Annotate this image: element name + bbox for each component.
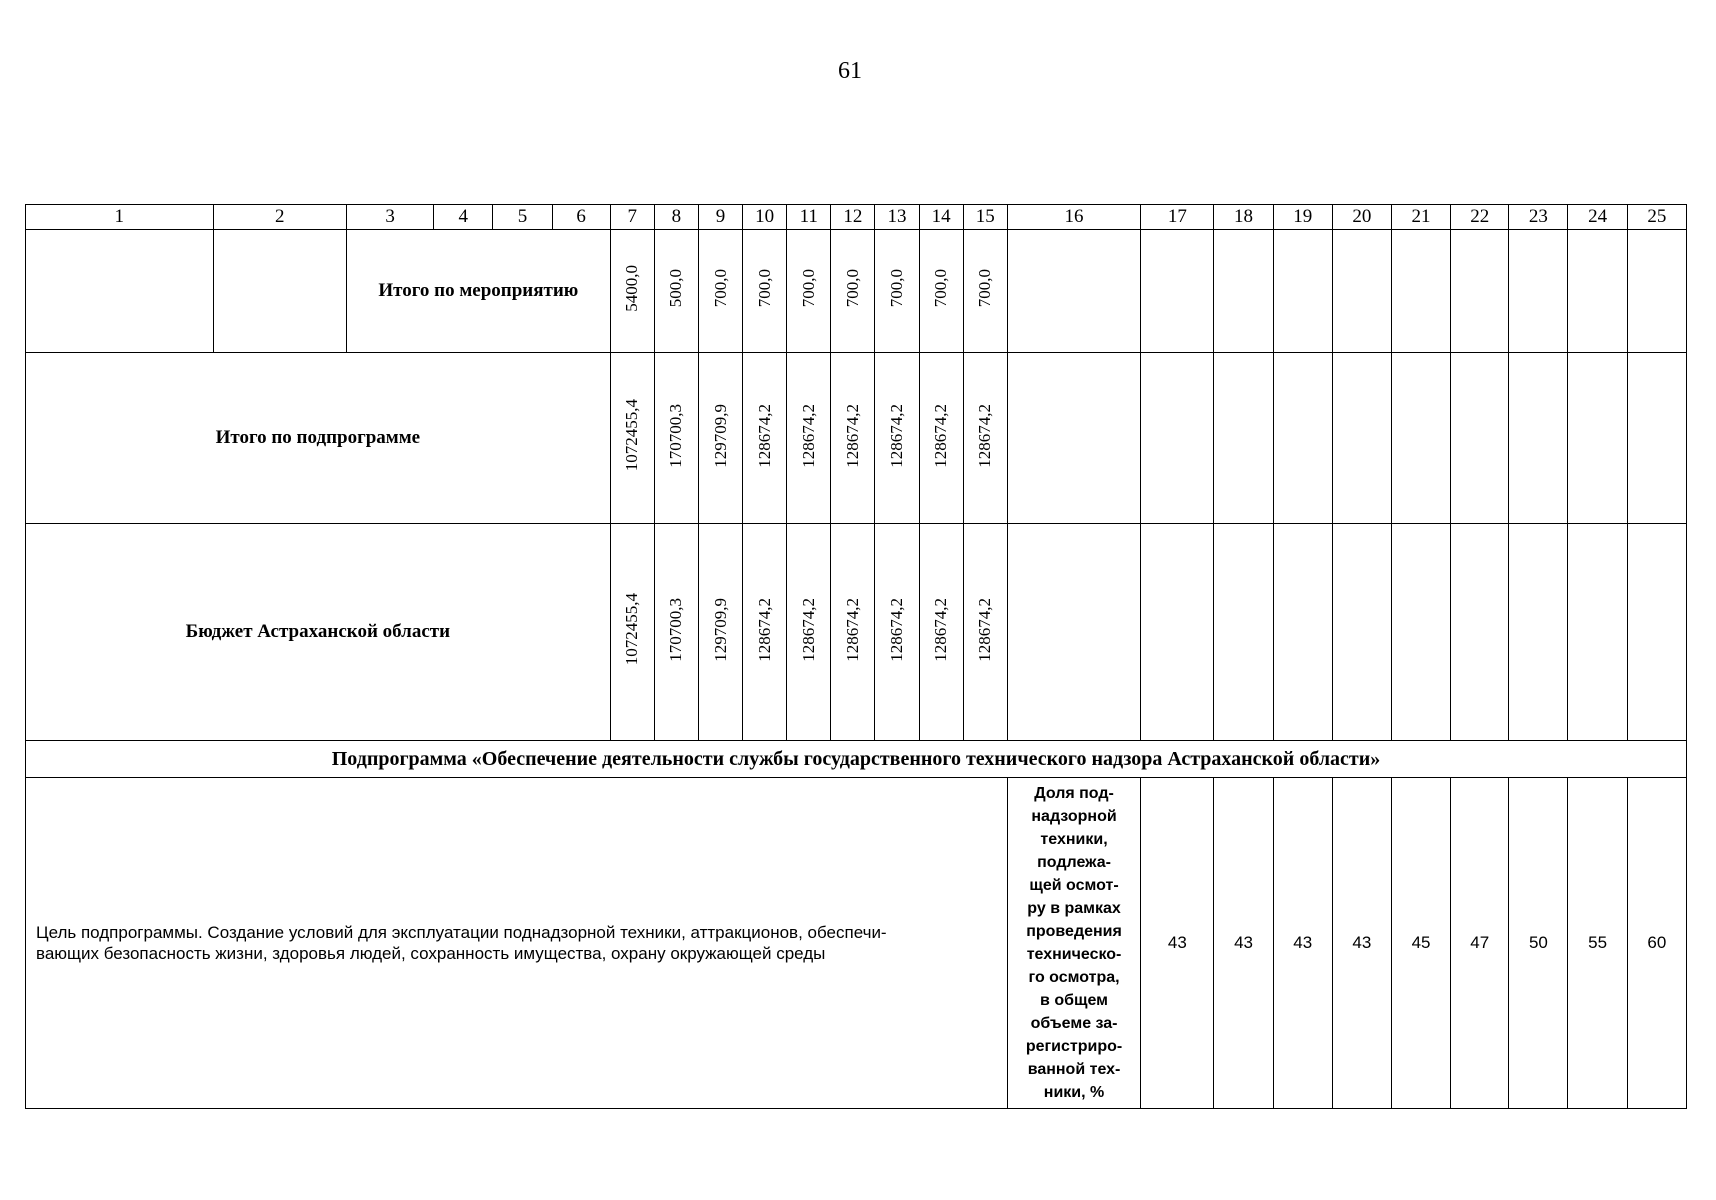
column-number: 9 [698,205,742,230]
funding-value: 700,0 [754,269,774,308]
empty-cell [1007,524,1140,741]
indicator-line: подлежа- [1037,854,1111,871]
indicator-line: техническо- [1026,946,1122,963]
empty-cell [1627,524,1686,741]
empty-cell [1568,230,1627,353]
column-number: 25 [1627,205,1686,230]
target-value: 43 [1332,778,1391,1109]
column-number-row [26,205,1687,230]
column-number: 21 [1391,205,1450,230]
funding-cell [919,524,963,741]
column-number: 3 [346,205,433,230]
regional-budget-label: Бюджет Астраханской области [26,524,611,741]
indicator-line: техники, [1040,831,1108,848]
indicator-line: ру в рамках [1027,900,1121,917]
funding-cell [831,524,875,741]
funding-cell [831,353,875,524]
target-value: 43 [1214,778,1273,1109]
column-number: 18 [1214,205,1273,230]
column-number: 1 [26,205,214,230]
indicator-line: в общем [1040,992,1109,1009]
target-value: 43 [1141,778,1214,1109]
column-number: 12 [831,205,875,230]
funding-cell [743,524,787,741]
funding-value: 128674,2 [798,597,818,662]
target-value: 55 [1568,778,1627,1109]
column-number: 14 [919,205,963,230]
indicator-line: надзорной [1031,808,1117,825]
empty-cell [1214,353,1273,524]
empty-cell [1007,230,1140,353]
column-number: 8 [654,205,698,230]
indicator-line: щей осмот- [1029,877,1119,894]
funding-value: 128674,2 [842,403,862,468]
funding-cell [919,230,963,353]
funding-value: 700,0 [710,269,730,308]
funding-value: 700,0 [887,269,907,308]
funding-cell [610,524,654,741]
column-number: 19 [1273,205,1332,230]
empty-cell [1214,524,1273,741]
funding-value: 129709,9 [710,597,730,662]
funding-value: 128674,2 [931,597,951,662]
target-value: 50 [1509,778,1568,1109]
empty-cell [1627,353,1686,524]
empty-cell [1568,353,1627,524]
funding-value: 128674,2 [975,597,995,662]
empty-cell [1332,524,1391,741]
indicator-line: Доля под- [1034,785,1114,802]
indicator-line: го осмотра, [1028,969,1120,986]
funding-value: 170700,3 [666,403,686,468]
funding-value: 700,0 [975,269,995,308]
funding-cell [654,524,698,741]
funding-cell [963,524,1007,741]
column-number: 4 [434,205,493,230]
empty-cell [1141,524,1214,741]
funding-value: 128674,2 [842,597,862,662]
funding-cell [875,230,919,353]
column-number: 5 [493,205,552,230]
column-number: 20 [1332,205,1391,230]
funding-value: 128674,2 [887,597,907,662]
target-value: 47 [1451,778,1509,1109]
column-number: 23 [1509,205,1568,230]
column-number: 7 [610,205,654,230]
empty-cell [1391,353,1450,524]
column-number: 6 [552,205,610,230]
goal-cell [26,778,1008,1109]
subprogram-title-row [26,741,1687,778]
subprogram-total-label: Итого по подпрограмме [26,353,611,524]
funding-value: 129709,9 [710,403,730,468]
funding-value: 128674,2 [754,403,774,468]
column-number: 16 [1007,205,1140,230]
empty-cell [213,230,346,353]
empty-cell [1627,230,1686,353]
funding-value: 128674,2 [754,597,774,662]
indicator-line: проведения [1026,923,1122,940]
funding-cell [963,353,1007,524]
funding-cell [963,230,1007,353]
goal-text-line: вающих безопасность жизни, здоровья людей, сохранность имущества, охрану окружающей среды [36,944,826,963]
empty-cell [1332,353,1391,524]
indicator-line: объеме за- [1030,1015,1118,1032]
empty-cell [1509,230,1568,353]
column-number: 10 [743,205,787,230]
column-number: 11 [787,205,831,230]
funding-cell [875,524,919,741]
empty-cell [1141,230,1214,353]
funding-value: 128674,2 [975,403,995,468]
goal-row [26,778,1687,1109]
funding-cell [875,353,919,524]
target-value: 43 [1273,778,1332,1109]
funding-value: 700,0 [842,269,862,308]
funding-cell [743,230,787,353]
regional-budget-row [26,524,1687,741]
empty-cell [1007,353,1140,524]
funding-cell [743,353,787,524]
funding-cell [610,353,654,524]
funding-cell [787,524,831,741]
indicator-line: ники, % [1043,1084,1105,1101]
empty-cell [1451,524,1509,741]
program-table [25,204,1687,1109]
subprogram-total-row [26,353,1687,524]
empty-cell [1568,524,1627,741]
empty-cell [1509,353,1568,524]
funding-cell [831,230,875,353]
column-number: 17 [1141,205,1214,230]
empty-cell [1332,230,1391,353]
indicator-cell [1007,778,1140,1109]
funding-value: 700,0 [931,269,951,308]
funding-cell [919,353,963,524]
funding-cell [698,230,742,353]
funding-value: 700,0 [798,269,818,308]
target-value: 60 [1627,778,1686,1109]
funding-value: 1072455,4 [622,399,642,472]
funding-cell [654,353,698,524]
page-number: 61 [838,58,862,84]
funding-value: 128674,2 [931,403,951,468]
indicator-line: ванной тех- [1027,1061,1121,1078]
funding-cell [698,353,742,524]
funding-value: 5400,0 [622,265,642,312]
goal-text-line: Цель подпрограммы. Создание условий для эксплуатации поднадзорной техники, аттракционов, обеспечи- [36,923,887,942]
event-total-label: Итого по мероприятию [346,230,610,353]
funding-value: 1072455,4 [622,593,642,666]
empty-cell [26,230,214,353]
funding-value: 128674,2 [887,403,907,468]
funding-cell [654,230,698,353]
funding-cell [787,230,831,353]
empty-cell [1273,230,1332,353]
empty-cell [1214,230,1273,353]
funding-value: 170700,3 [666,597,686,662]
subprogram-title: Подпрограмма «Обеспечение деятельности службы государственного технического надзора Астраханской области» [26,741,1687,778]
empty-cell [1391,230,1450,353]
empty-cell [1509,524,1568,741]
event-total-row [26,230,1687,353]
empty-cell [1273,353,1332,524]
funding-cell [610,230,654,353]
column-number: 22 [1451,205,1509,230]
funding-cell [787,353,831,524]
funding-value: 128674,2 [798,403,818,468]
column-number: 13 [875,205,919,230]
column-number: 2 [213,205,346,230]
column-number: 24 [1568,205,1627,230]
funding-cell [698,524,742,741]
empty-cell [1273,524,1332,741]
indicator-line: регистриро- [1025,1038,1123,1055]
empty-cell [1451,230,1509,353]
empty-cell [1451,353,1509,524]
empty-cell [1391,524,1450,741]
column-number: 15 [963,205,1007,230]
empty-cell [1141,353,1214,524]
funding-value: 500,0 [666,269,686,308]
target-value: 45 [1391,778,1450,1109]
